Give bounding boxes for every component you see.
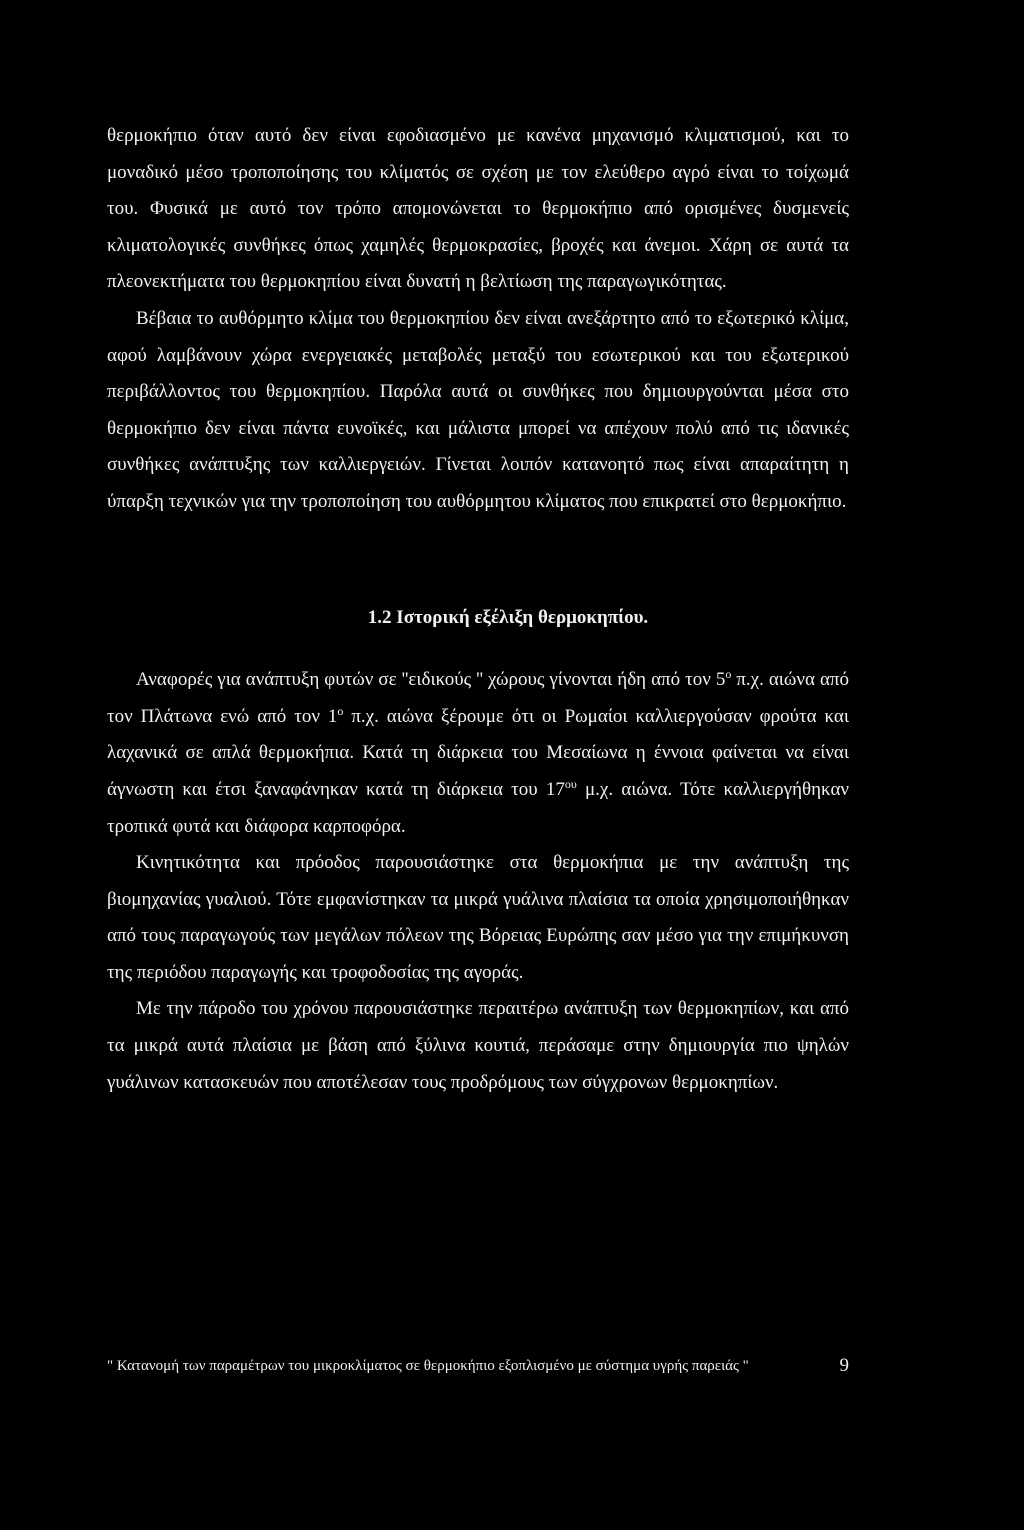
section-heading: 1.2 Ιστορική εξέλιξη θερμοκηπίου. (367, 606, 649, 628)
history-text-2: π.χ. αιώνα από τον Πλάτωνα ενώ από τον 1 (107, 669, 849, 727)
paragraph-history (107, 662, 849, 845)
footer-thesis-title: " Κατανομή των παραμέτρων του μικροκλίματος σε θερμοκήπιο εξοπλισμένο με σύστημα υγρής παρειάς " (107, 1358, 749, 1374)
superscript-ordinal-17: ου (564, 776, 577, 791)
superscript-ordinal-1: ο (337, 703, 344, 718)
history-text-3: π.χ. αιώνα ξέρουμε ότι οι Ρωμαίοι καλλιεργούσαν φρούτα και λαχανικά σε απλά θερμοκήπια. Κατά τη διάρκεια του Μεσαίωνα η έννοια φαίνεται να είναι άγνωστη και έτσι ξαναφάνηκαν κατά τη διάρκεια του 17 (107, 705, 849, 800)
paragraph-greenhouse-climate: θερμοκήπιο όταν αυτό δεν είναι εφοδιασμένο με κανένα μηχανισμό κλιματισμού, και το μοναδικό μέσο τροποποίησης του κλίματός σε σχέση με τον ελεύθερο αγρό είναι το τοίχωμά του. Φυσικά με αυτό τον τρόπο απομονώνεται το θερμοκήπιο από ορισμένες δυσμενείς κλιματολογικές συνθήκες όπως χαμηλές θερμοκρασίες, βροχές και άνεμοι. Χάρη σε αυτά τα πλεονεκτήματα του θερμοκηπίου είναι δυνατή η βελτίωση της παραγωγικότητας. (107, 125, 849, 293)
page-footer (107, 1348, 849, 1384)
paragraph-spontaneous-climate: Βέβαια το αυθόρμητο κλίμα του θερμοκηπίου δεν είναι ανεξάρτητο από το εξωτερικό κλίμα, αφού λαμβάνουν χώρα ενεργειακές μεταβολές μεταξύ του εσωτερικού και του εξωτερικού περιβάλλοντος του θερμοκηπίου. Παρόλα αυτά οι συνθήκες που δημιουργούνται μέσα στο θερμοκήπιο δεν είναι πάντα ευνοϊκές, και μάλιστα μπορεί να απέχουν πολύ από τις ιδανικές συνθήκες ανάπτυξης των καλλιεργειών. Γίνεται λοιπόν κατανοητό πως είναι απαραίτητη η ύπαρξη τεχνικών για την τροποποίηση του αυθόρμητου κλίματος που επικρατεί στο θερμοκήπιο. (107, 307, 849, 512)
superscript-ordinal-5: ο (725, 667, 732, 682)
page-number: 9 (839, 1355, 849, 1376)
paragraph-glass-industry: Κινητικότητα και πρόοδος παρουσιάστηκε στα θερμοκήπια με την ανάπτυξη της βιομηχανίας γυαλιού. Τότε εμφανίστηκαν τα μικρά γυάλινα πλαίσια τα οποία χρησιμοποιήθηκαν από τους παραγωγούς των μεγάλων πόλεων της Βόρειας Ευρώπης σαν μέσο για την επιμήκυνση της περιόδου παραγωγής και τροφοδοσίας της αγοράς. (107, 852, 849, 983)
history-text-1: Αναφορές για ανάπτυξη φυτών σε ''ειδικούς '' χώρους γίνονται ήδη από τον 5 (136, 669, 726, 691)
paragraph-modern-greenhouses: Με την πάροδο του χρόνου παρουσιάστηκε περαιτέρω ανάπτυξη των θερμοκηπίων, και από τα μικρά αυτά πλαίσια με βάση από ξύλινα κουτιά, περάσαμε στην δημιουργία πιο ψηλών γυάλινων κατασκευών που αποτέλεσαν τους προδρόμους των σύγχρονων θερμοκηπίων. (107, 998, 849, 1093)
history-text-4: μ.χ. αιώνα. Τότε καλλιεργήθηκαν τροπικά φυτά και διάφορα καρποφόρα. (107, 778, 849, 837)
page-body (107, 118, 849, 1101)
